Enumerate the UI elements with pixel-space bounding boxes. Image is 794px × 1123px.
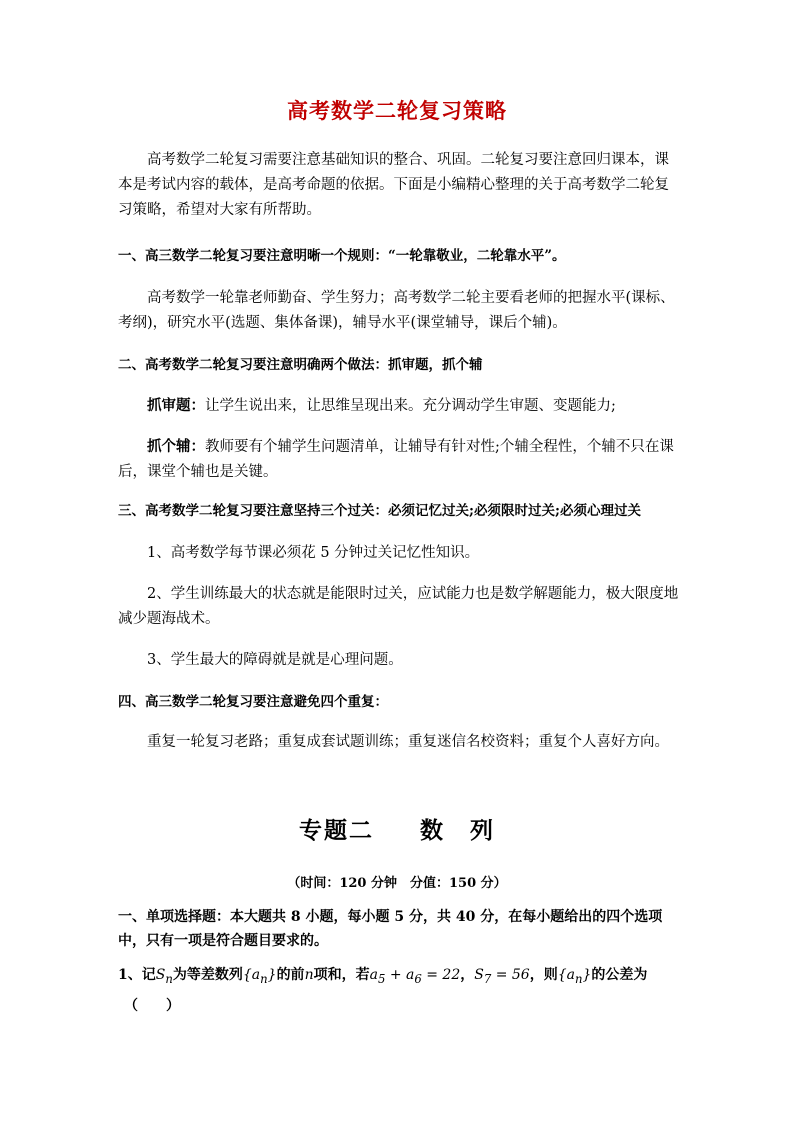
item-text: 让学生说出来，让思维呈现出来。充分调动学生审题、变题能力;: [205, 398, 616, 414]
math-an-set: $\{a_n\}$: [242, 967, 277, 986]
math-sn: $S_n$: [155, 967, 173, 986]
question-text: ，: [460, 967, 475, 983]
math-an-set: $\{a_n\}$: [557, 967, 592, 986]
exam-title: [0, 812, 794, 845]
section-2-heading: 二、高考数学二轮复习要注意明确两个做法：抓审题，抓个辅: [118, 357, 483, 373]
answer-blank: （ ）: [124, 998, 180, 1014]
section-4-heading: 四、高三数学二轮复习要注意避免四个重复：: [118, 694, 388, 710]
question-text: 项和，若: [313, 967, 370, 983]
item-text: 教师要有个辅学生问题清单，让辅导有针对性;个辅全程性，个辅不只在课后，课堂个辅也是关键。: [118, 439, 674, 480]
section-3-heading: 三、高考数学二轮复习要注意坚持三个过关：必须记忆过关;必须限时过关;必须心理过关: [118, 503, 641, 519]
question-number: 1、记: [118, 967, 156, 983]
exam-title-right: 数 列: [420, 817, 495, 844]
question-1: [118, 963, 688, 991]
page-title: 高考数学二轮复习策略: [287, 98, 507, 123]
section-3-item-1: 1、高考数学每节课必须花 5 分钟过关记忆性知识。: [147, 545, 480, 561]
section-3-item-2: 2、学生训练最大的状态就是能限时过关，应试能力也是数学解题能力，极大限度地减少题海战术。: [118, 586, 679, 627]
math-eq-2: = 56: [495, 967, 530, 983]
question-text: 的前: [276, 967, 305, 983]
intro-paragraph: 高考数学二轮复习需要注意基础知识的整合、巩固。二轮复习要注意回归课本，课本是考试内容的载体，是高考命题的依据。下面是小编精心整理的关于高考数学二轮复习策略，希望对大家有所帮助。: [118, 152, 669, 218]
question-text: ，则: [529, 967, 558, 983]
exam-title-left: 专题二: [299, 817, 374, 844]
section-1-text: 高考数学一轮靠老师勤奋、学生努力；高考数学二轮主要看老师的把握水平(课标、考纲)，研究水平(选题、集体备课)，辅导水平(课堂辅导，课后个辅)。: [118, 290, 675, 331]
item-label: 抓审题：: [147, 397, 205, 414]
question-text: 为等差数列: [172, 967, 243, 983]
section-3-item-3: 3、学生最大的障碍就是就是心理问题。: [147, 652, 403, 668]
math-a5-a6: $a_5 + a_6$: [369, 967, 422, 986]
exam-part-1-heading: 一、单项选择题：本大题共 8 小题，每小题 5 分，共 40 分，在每小题给出的四个选项中，只有一项是符合题目要求的。: [118, 909, 663, 949]
exam-meta: （时间：120 分钟 分值：150 分）: [287, 876, 507, 891]
question-text: 的公差为: [591, 967, 648, 983]
section-2-item-a: [118, 393, 683, 419]
math-n: n: [304, 967, 314, 983]
item-label: 抓个辅：: [147, 438, 205, 455]
math-s7: $S_7$: [474, 967, 492, 986]
section-2-item-b: [118, 434, 683, 485]
section-4-text: 重复一轮复习老路；重复成套试题训练；重复迷信名校资料；重复个人喜好方向。: [147, 734, 669, 750]
section-1-heading: 一、高三数学二轮复习要注意明晰一个规则：“一轮靠敬业，二轮靠水平”。: [118, 248, 566, 264]
math-eq-1: = 22: [426, 967, 461, 983]
